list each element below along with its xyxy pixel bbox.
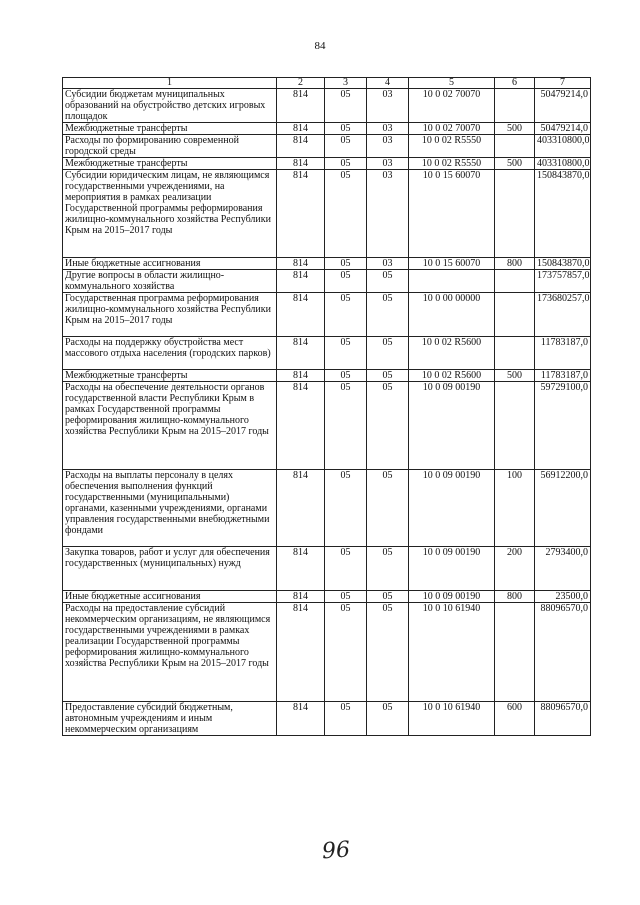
header-col-3: 3 [325,78,367,89]
row-item-name: Другие вопросы в области жилищно-коммунального хозяйства [63,270,277,293]
row-code-subsection: 05 [367,702,409,736]
row-code-expense-type: 500 [495,158,535,170]
row-amount: 11783187,0 [535,337,591,370]
row-code-expense-type [495,135,535,158]
table-row [63,370,591,382]
row-code-expense-type: 500 [495,123,535,135]
row-code-ministry: 814 [277,702,325,736]
row-code-target: 10 0 10 61940 [409,603,495,702]
row-amount: 173680257,0 [535,293,591,337]
row-code-target: 10 0 00 00000 [409,293,495,337]
row-code-ministry: 814 [277,370,325,382]
row-code-subsection: 05 [367,382,409,470]
table-row [63,603,591,702]
row-code-subsection: 05 [367,591,409,603]
row-item-name: Расходы на предоставление субсидий некоммерческим организациям, не являющимся государственными учреждениями в рамках реализации Государственной программы реформирования жилищно-коммунального хозяйства Республики Крым на 2015–2017 годы [63,603,277,702]
row-item-name: Расходы на поддержку обустройства мест массового отдыха населения (городских парков) [63,337,277,370]
page-number: 84 [314,40,326,52]
header-col-5: 5 [409,78,495,89]
row-code-expense-type [495,603,535,702]
row-code-section: 05 [325,337,367,370]
row-item-name: Субсидии юридическим лицам, не являющимся государственными учреждениями, на мероприятия в рамках реализации Государственной программы реформирования жилищно-коммунального хозяйства Республики Крым на 2015–2017 годы [63,170,277,258]
row-code-target: 10 0 02 70070 [409,123,495,135]
row-code-expense-type [495,170,535,258]
row-code-target: 10 0 09 00190 [409,470,495,547]
row-code-ministry: 814 [277,382,325,470]
header-col-6: 6 [495,78,535,89]
table-body [63,89,591,736]
row-code-subsection: 03 [367,89,409,123]
row-item-name: Государственная программа реформирования жилищно-коммунального хозяйства Республики Крым на 2015–2017 годы [63,293,277,337]
row-code-expense-type: 500 [495,370,535,382]
row-code-expense-type: 800 [495,591,535,603]
table-row [63,258,591,270]
row-code-target: 10 0 15 60070 [409,258,495,270]
table-row [63,293,591,337]
row-code-target: 10 0 02 R5600 [409,337,495,370]
row-code-section: 05 [325,370,367,382]
row-amount: 11783187,0 [535,370,591,382]
row-code-section: 05 [325,470,367,547]
row-code-subsection: 03 [367,158,409,170]
row-code-subsection: 05 [367,603,409,702]
table-row [63,89,591,123]
row-item-name: Субсидии бюджетам муниципальных образований на обустройство детских игровых площадок [63,89,277,123]
row-code-section: 05 [325,89,367,123]
row-code-section: 05 [325,702,367,736]
row-code-subsection: 05 [367,370,409,382]
row-amount: 403310800,0 [535,135,591,158]
row-amount: 88096570,0 [535,603,591,702]
row-code-section: 05 [325,158,367,170]
row-code-section: 05 [325,382,367,470]
row-code-target: 10 0 02 R5550 [409,158,495,170]
header-col-4: 4 [367,78,409,89]
row-code-expense-type [495,337,535,370]
row-item-name: Расходы по формированию современной городской среды [63,135,277,158]
row-code-target: 10 0 10 61940 [409,702,495,736]
row-code-ministry: 814 [277,337,325,370]
row-code-section: 05 [325,270,367,293]
row-code-section: 05 [325,170,367,258]
row-item-name: Межбюджетные трансферты [63,123,277,135]
row-code-target: 10 0 09 00190 [409,382,495,470]
row-code-section: 05 [325,591,367,603]
row-code-subsection: 05 [367,470,409,547]
table-header-row [63,78,591,89]
table-row [63,135,591,158]
row-code-ministry: 814 [277,470,325,547]
row-code-ministry: 814 [277,547,325,591]
row-amount: 88096570,0 [535,702,591,736]
row-code-subsection: 03 [367,170,409,258]
row-code-target [409,270,495,293]
row-code-target: 10 0 02 70070 [409,89,495,123]
row-code-target: 10 0 15 60070 [409,170,495,258]
table-row [63,170,591,258]
row-amount: 56912200,0 [535,470,591,547]
table-row [63,470,591,547]
row-code-expense-type: 600 [495,702,535,736]
row-amount: 173757857,0 [535,270,591,293]
row-code-section: 05 [325,603,367,702]
row-code-ministry: 814 [277,123,325,135]
row-amount: 59729100,0 [535,382,591,470]
table-row [63,123,591,135]
row-code-subsection: 05 [367,337,409,370]
row-amount: 50479214,0 [535,123,591,135]
row-code-section: 05 [325,135,367,158]
row-code-ministry: 814 [277,158,325,170]
row-code-ministry: 814 [277,270,325,293]
row-item-name: Расходы на выплаты персоналу в целях обеспечения выполнения функций государственными (муниципальными) органами, казенными учреждениями, органами управления государственными внебюджетными фондами [63,470,277,547]
row-code-ministry: 814 [277,603,325,702]
row-code-target: 10 0 02 R5600 [409,370,495,382]
row-code-ministry: 814 [277,170,325,258]
table-row [63,270,591,293]
row-code-subsection: 03 [367,258,409,270]
row-code-expense-type: 800 [495,258,535,270]
header-col-7: 7 [535,78,591,89]
row-code-ministry: 814 [277,258,325,270]
row-amount: 2793400,0 [535,547,591,591]
row-code-subsection: 03 [367,123,409,135]
row-item-name: Иные бюджетные ассигнования [63,258,277,270]
row-amount: 150843870,0 [535,258,591,270]
row-code-expense-type [495,270,535,293]
row-amount: 50479214,0 [535,89,591,123]
row-code-expense-type [495,89,535,123]
row-code-subsection: 05 [367,293,409,337]
table-row [63,591,591,603]
row-code-section: 05 [325,293,367,337]
table-row [63,382,591,470]
row-code-expense-type: 100 [495,470,535,547]
row-code-target: 10 0 09 00190 [409,547,495,591]
row-item-name: Межбюджетные трансферты [63,370,277,382]
row-item-name: Расходы на обеспечение деятельности органов государственной власти Республики Крым в рамках Государственной программы реформирования жилищно-коммунального хозяйства Республики Крым на 2015–2017 годы [63,382,277,470]
row-amount: 150843870,0 [535,170,591,258]
row-code-target: 10 0 02 R5550 [409,135,495,158]
row-code-expense-type: 200 [495,547,535,591]
row-code-section: 05 [325,258,367,270]
row-amount: 403310800,0 [535,158,591,170]
row-code-expense-type [495,382,535,470]
budget-table [62,77,591,736]
row-amount: 23500,0 [535,591,591,603]
row-item-name: Закупка товаров, работ и услуг для обеспечения государственных (муниципальных) нужд [63,547,277,591]
row-item-name: Межбюджетные трансферты [63,158,277,170]
table-row [63,547,591,591]
row-code-ministry: 814 [277,591,325,603]
row-code-subsection: 05 [367,547,409,591]
row-code-subsection: 05 [367,270,409,293]
table-row [63,158,591,170]
header-col-1: 1 [63,78,277,89]
row-code-ministry: 814 [277,293,325,337]
table-row [63,337,591,370]
row-item-name: Иные бюджетные ассигнования [63,591,277,603]
row-code-ministry: 814 [277,89,325,123]
handwritten-page-number: 96 [321,837,351,865]
table-row [63,702,591,736]
row-code-target: 10 0 09 00190 [409,591,495,603]
row-item-name: Предоставление субсидий бюджетным, автономным учреждениям и иным некоммерческим организациям [63,702,277,736]
row-code-section: 05 [325,547,367,591]
row-code-expense-type [495,293,535,337]
row-code-ministry: 814 [277,135,325,158]
row-code-subsection: 03 [367,135,409,158]
header-col-2: 2 [277,78,325,89]
row-code-section: 05 [325,123,367,135]
